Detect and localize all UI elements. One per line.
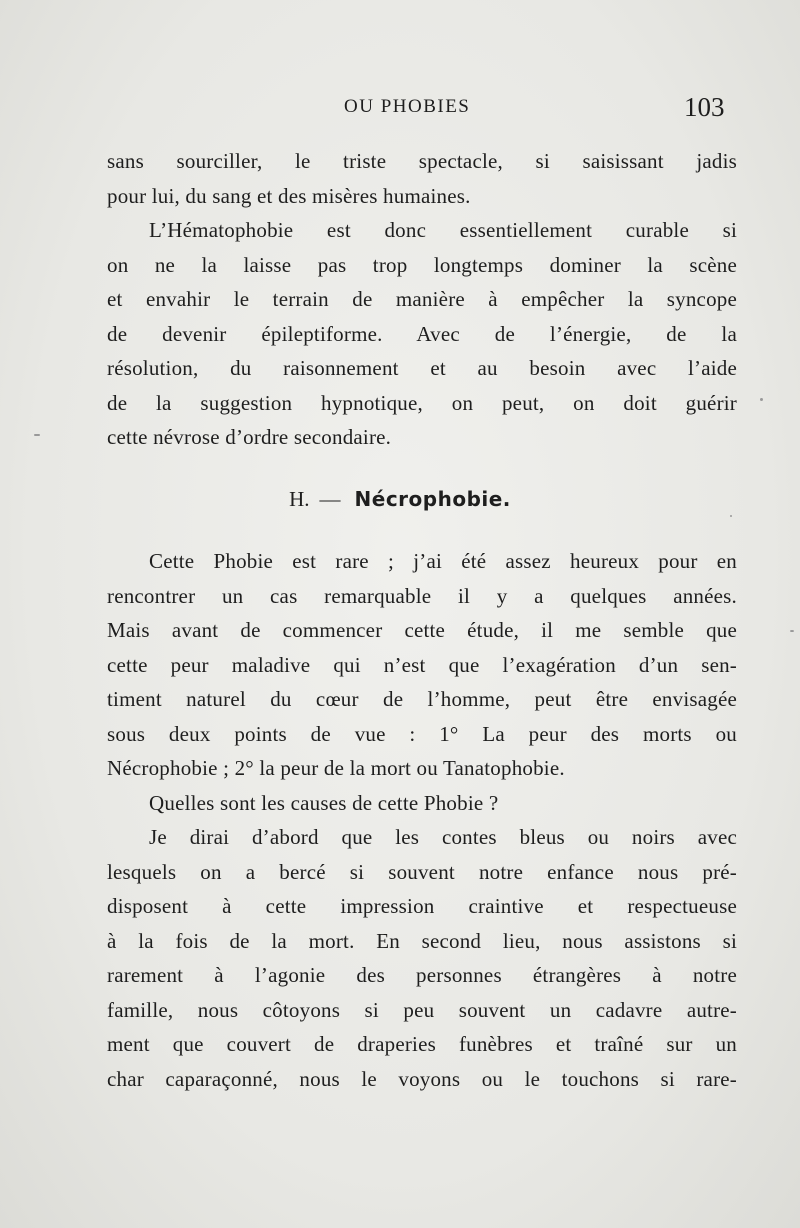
text-line: L’Hématophobie est donc essentiellement curable si [149,218,737,242]
text-line: lesquels on a bercé si souvent notre enfance nous pré- [107,859,737,884]
text-line: char caparaçonné, nous le voyons ou le touchons si rare- [107,1066,737,1091]
text-line: cette peur maladive qui n’est que l’exagération d’un sen- [107,652,737,677]
text-line: rarement à l’agonie des personnes étrangères à notre [107,963,737,987]
text-line: de devenir épileptiforme. Avec de l’énergie, de la [107,321,737,346]
text-line: et envahir le terrain de manière à empêcher la syncope [107,287,737,311]
text-line: Cette Phobie est rare ; j’ai été assez heureux pour en [149,549,737,573]
text-line: timent naturel du cœur de l’homme, peut être envisagée [107,687,737,711]
text-line: pour lui, du sang et des misères humaines. [107,183,471,208]
page-number: 103 [684,92,725,122]
text-line: Mais avant de commencer cette étude, il me semble que [107,618,737,642]
text-line: sans sourciller, le triste spectacle, si saisissant jadis [107,149,737,173]
paper-speck [730,515,732,517]
paper-speck [760,398,763,401]
text-line: disposent à cette impression craintive et respectueuse [107,894,737,918]
section-dash: — [319,487,341,511]
text-line: sous deux points de vue : 1° La peur des morts ou [107,721,737,746]
text-line: Quelles sont les causes de cette Phobie ? [149,790,499,815]
text-line: ment que couvert de draperies funèbres et traîné sur un [107,1032,737,1056]
paper-speck [34,434,40,436]
running-head-title: OU PHOBIES [344,96,471,117]
text-line: de la suggestion hypnotique, on peut, on doit guérir [107,390,737,415]
text-line: rencontrer un cas remarquable il y a quelques années. [107,583,737,608]
running-head [0,92,800,122]
text-line: cette névrose d’ordre secondaire. [107,425,392,449]
text-line: Je dirai d’abord que les contes bleus ou noirs avec [149,825,737,849]
section-letter: H. [289,487,310,511]
body-text-top [107,144,737,455]
text-line: Nécrophobie ; 2° la peur de la mort ou Tanatophobie. [107,756,565,780]
section-title: Nécrophobie. [354,487,511,511]
section-heading [0,482,800,516]
text-line: à la fois de la mort. En second lieu, nous assistons si [107,928,737,953]
text-line: on ne la laisse pas trop longtemps dominer la scène [107,252,737,277]
paper-speck [790,630,794,632]
text-line: famille, nous côtoyons si peu souvent un cadavre autre- [107,997,737,1022]
text-line: résolution, du raisonnement et au besoin avec l’aide [107,356,737,380]
body-text-bottom [107,544,737,1096]
